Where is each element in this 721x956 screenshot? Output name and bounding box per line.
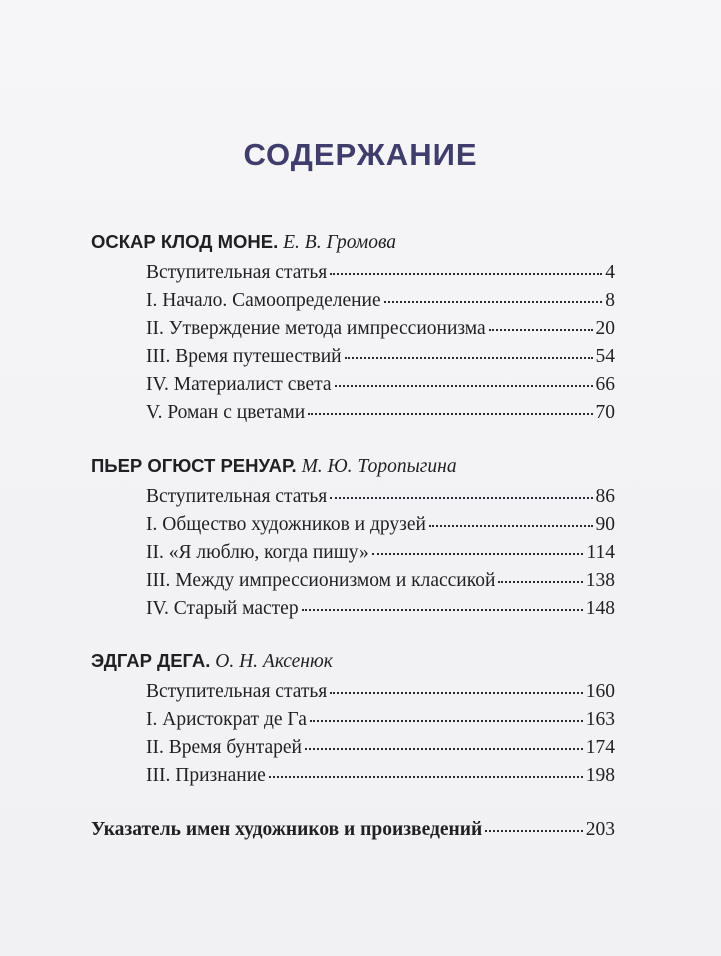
section-heading [91,229,615,259]
toc-entry-page: 174 [585,737,615,758]
dot-leader [269,774,583,778]
toc-entry-label: IV. Старый мастер [146,598,299,619]
toc-entry-page: 8 [605,290,615,311]
toc-section-monet [91,229,615,427]
section-heading [91,453,615,483]
section-author: О. Н. Аксенюк [215,651,333,672]
dot-leader [330,495,592,499]
toc-entry-page: 160 [585,681,615,702]
dot-leader [330,271,602,275]
dot-leader [372,551,584,555]
toc-entry-label: I. Начало. Самоопределение [146,290,381,311]
toc-entry-label: II. «Я люблю, когда пишу» [146,542,369,563]
dot-leader [310,718,583,722]
toc-entry-page: 114 [586,542,615,563]
toc-entry-page: 20 [595,318,615,339]
section-artist-name: ОСКАР КЛОД МОНЕ. [91,231,279,252]
toc-entry[interactable] [146,762,615,790]
section-heading [91,648,615,678]
toc-entry-page: 4 [605,262,615,283]
toc-entry-label: III. Между импрессионизмом и классикой [146,570,496,591]
toc-index-page: 203 [585,819,615,840]
dot-leader [485,828,583,832]
toc-index-entry[interactable] [91,816,615,844]
toc-entry[interactable] [146,511,615,539]
dot-leader [335,383,593,387]
toc-entry-label: III. Время путешествий [146,346,342,367]
dot-leader [305,746,583,750]
section-artist-name: ПЬЕР ОГЮСТ РЕНУАР. [91,455,297,476]
toc-index-label: Указатель имен художников и произведений [91,819,483,840]
toc-entry-page: 163 [585,709,615,730]
toc-entry[interactable] [146,259,615,287]
toc-entry-page: 90 [595,514,615,535]
toc-entry-label: I. Аристократ де Га [146,709,307,730]
section-author: Е. В. Громова [283,232,397,253]
toc-entry[interactable] [146,678,615,706]
toc-entry[interactable] [146,287,615,315]
toc-entry-label: V. Роман с цветами [146,402,306,423]
dot-leader [345,355,593,359]
toc-entry[interactable] [146,483,615,511]
dot-leader [429,523,593,527]
dot-leader [489,327,593,331]
toc-entry-label: I. Общество художников и друзей [146,514,426,535]
toc-entry-label: III. Признание [146,765,266,786]
toc-entry[interactable] [146,343,615,371]
toc-entry-page: 148 [585,598,615,619]
toc-entry-label: IV. Материалист света [146,374,332,395]
toc-entry-page: 138 [585,570,615,591]
toc-entry[interactable] [146,371,615,399]
toc-section-renoir [91,453,615,623]
toc-entry-page: 86 [595,486,615,507]
toc-section-degas [91,648,615,790]
toc-entry-label: Вступительная статья [146,486,328,507]
dot-leader [498,579,582,583]
toc-entry[interactable] [146,706,615,734]
section-artist-name: ЭДГАР ДЕГА. [91,650,211,671]
page-title: СОДЕРЖАНИЕ [243,137,478,172]
dot-leader [308,411,592,415]
toc-entry-label: II. Время бунтарей [146,737,302,758]
toc-entry[interactable] [146,595,615,623]
toc-entry[interactable] [146,399,615,427]
toc-entry-page: 66 [595,374,615,395]
toc-entry-label: Вступительная статья [146,262,328,283]
toc-entry-page: 70 [595,402,615,423]
dot-leader [302,607,583,611]
toc-entry-page: 54 [595,346,615,367]
toc-entry[interactable] [146,315,615,343]
dot-leader [330,690,583,694]
section-author: М. Ю. Торопыгина [301,456,457,477]
toc-entry[interactable] [146,567,615,595]
toc-entry[interactable] [146,734,615,762]
toc-entry-label: II. Утверждение метода импрессионизма [146,318,486,339]
toc-entry-label: Вступительная статья [146,681,328,702]
toc-entry-page: 198 [585,765,615,786]
toc-entry[interactable] [146,539,615,567]
dot-leader [384,299,603,303]
